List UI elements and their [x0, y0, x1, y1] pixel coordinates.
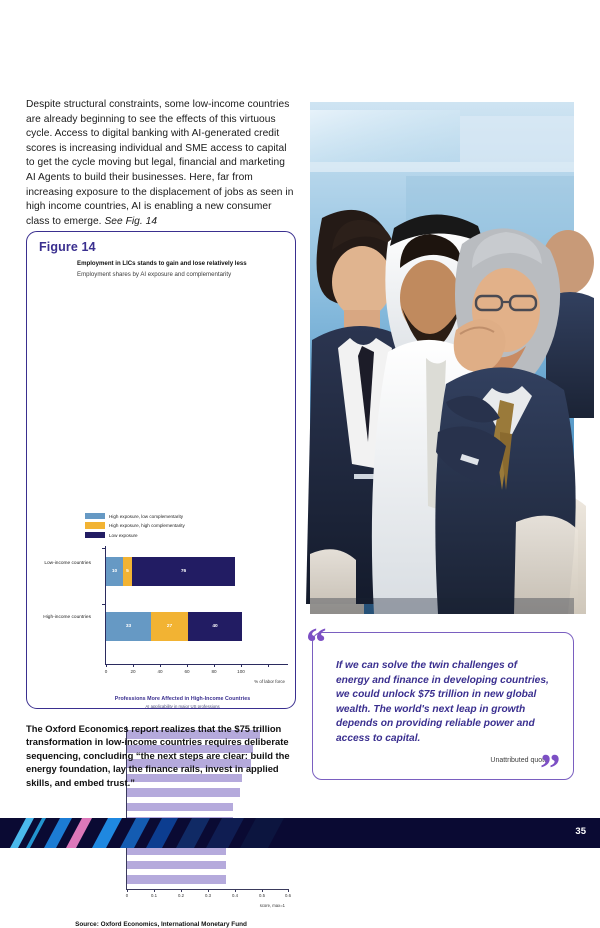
chart2-bar — [127, 875, 226, 884]
chart1-segment-high-exp-high-comp — [123, 557, 132, 586]
chart1-legend — [85, 512, 185, 540]
chart1-x-tick-label: 80 — [211, 669, 217, 674]
chart2-header — [75, 696, 290, 709]
quote-open-mark-icon: “ — [306, 619, 326, 665]
chart1-header — [77, 260, 287, 279]
chart2-x-tick-label: 0 — [125, 893, 129, 898]
page-number: 35 — [575, 826, 586, 837]
chart1-segment-high-exp-low-comp — [106, 557, 123, 586]
chart1-segment-value: 5 — [126, 569, 129, 574]
chart1-bar-low-income — [106, 557, 235, 586]
chart1-segment-low-exp — [132, 557, 235, 586]
chart1-bar-high-income — [106, 612, 242, 641]
chart1-segment-value: 33 — [125, 624, 132, 629]
legend-swatch-high-exp-high-comp — [85, 522, 105, 528]
chart1-segment-high-exp-high-comp — [151, 612, 188, 641]
chart2-x-tick-label: 0.2 — [178, 893, 184, 898]
legend-swatch-low-exp — [85, 532, 105, 538]
chart2-x-tick-label: 0.3 — [205, 893, 211, 898]
chart1-x-axis-label: % of labor force — [254, 679, 285, 684]
chart2-bar — [127, 803, 233, 812]
chart2-x-axis-label: score, max=1 — [259, 903, 285, 908]
intro-paragraph-text: Despite structural constraints, some low-income countries are already beginning to see the effects of this virtuous cycle. Access to digital banking with AI-generated credit scores is increasing individual and SME access to capital to get the cycle moving but legal, financial and marketing AI Agents to build their businesses. Here, far from increasing exposure to the displacement of jobs as seen in high income countries, AI is enabling a new consumer class to emerge. — [26, 99, 294, 227]
legend-swatch-high-exp-low-comp — [85, 513, 105, 519]
chart2-x-tick-label: 0.5 — [259, 893, 265, 898]
chart1-x-tick — [241, 664, 242, 667]
chart1-x-tick-label: 0 — [104, 669, 108, 674]
chart2-x-tick-label: 0.4 — [232, 893, 238, 898]
photo-illustration — [310, 102, 574, 614]
chart2-x-tick — [235, 889, 236, 892]
chart1-x-tick — [133, 664, 134, 667]
page-footer — [0, 818, 600, 848]
chart1-x-tick — [106, 664, 107, 667]
chart2-x-tick — [181, 889, 182, 892]
chart1-x-tick — [160, 664, 161, 667]
closing-paragraph: The Oxford Economics report realizes that the $75 trillion transformation in low-income countries requires deliberate sequencing, concluding “the next steps are clear: build the energy foundation, lay the finance rails, invest in applied skills, and embed trust.” — [26, 723, 290, 788]
intro-paragraph-block — [26, 98, 294, 229]
intro-paragraph-italic: See Fig. 14 — [104, 215, 158, 227]
legend-item — [85, 521, 185, 530]
chart1-y-tick — [102, 548, 105, 549]
chart1-segment-value: 40 — [212, 624, 218, 629]
legend-label: Low exposure — [109, 532, 138, 538]
chart2-x-tick — [208, 889, 209, 892]
chart2-x-tick-label: 0.1 — [151, 893, 157, 898]
chart1-category-label-hic: High-income countries — [43, 615, 91, 620]
chart1-x-tick-label: 60 — [184, 669, 190, 674]
figure-label: Figure 14 — [39, 240, 96, 254]
legend-label: High exposure, low complementarity — [109, 513, 184, 519]
chart1-x-tick — [187, 664, 188, 667]
chart1-category-label-lic: Low-income countries — [44, 561, 91, 566]
chart2-subtitle: AI applicability in major US professions — [145, 703, 220, 709]
figure-source: Source: Oxford Economics, International Monetary Fund — [75, 921, 247, 928]
chart1-segment-low-exp — [188, 612, 242, 641]
chart1-title: Employment in LICs stands to gain and lose relatively less — [77, 260, 247, 267]
chart1-x-tick — [268, 664, 269, 667]
chart1-x-tick-label: 100 — [237, 669, 245, 674]
chart1-y-tick — [102, 604, 105, 605]
legend-item — [85, 531, 185, 540]
legend-item — [85, 512, 185, 521]
chart1-x-tick-label: 20 — [130, 669, 136, 674]
intro-paragraph — [26, 98, 294, 229]
chart1-x-tick-label: 40 — [157, 669, 163, 674]
footer-stripes-decoration — [0, 818, 600, 848]
chart2-x-tick — [288, 889, 289, 892]
legend-label: High exposure, high complementarity — [109, 523, 185, 529]
chart1-subtitle: Employment shares by AI exposure and complementarity — [77, 270, 232, 278]
chart2-bar — [127, 861, 226, 870]
chart2-x-tick — [127, 889, 128, 892]
chart2-x-tick — [262, 889, 263, 892]
chart2-x-tick — [154, 889, 155, 892]
quote-text: If we can solve the twin challenges of energy and finance in developing countries, we could unlock $75 trillion in new global wealth. The world's next leap in growth depends on providing reliable power and access to capital. — [336, 660, 549, 744]
chart1-segment-high-exp-low-comp — [106, 612, 151, 641]
chart1-segment-value: 76 — [180, 569, 187, 574]
conference-audience-photo — [310, 102, 574, 614]
quote-close-mark-icon: ” — [540, 745, 560, 791]
chart2-bar — [127, 788, 240, 797]
chart2-x-tick-label: 0.6 — [285, 893, 291, 898]
chart2-title: Professions More Affected in High-Income Countries — [114, 696, 251, 702]
chart1-segment-value: 27 — [166, 624, 173, 629]
chart1-segment-value: 10 — [111, 569, 118, 574]
chart1-x-tick — [214, 664, 215, 667]
quote-attribution: Unattributed quote — [490, 757, 548, 764]
